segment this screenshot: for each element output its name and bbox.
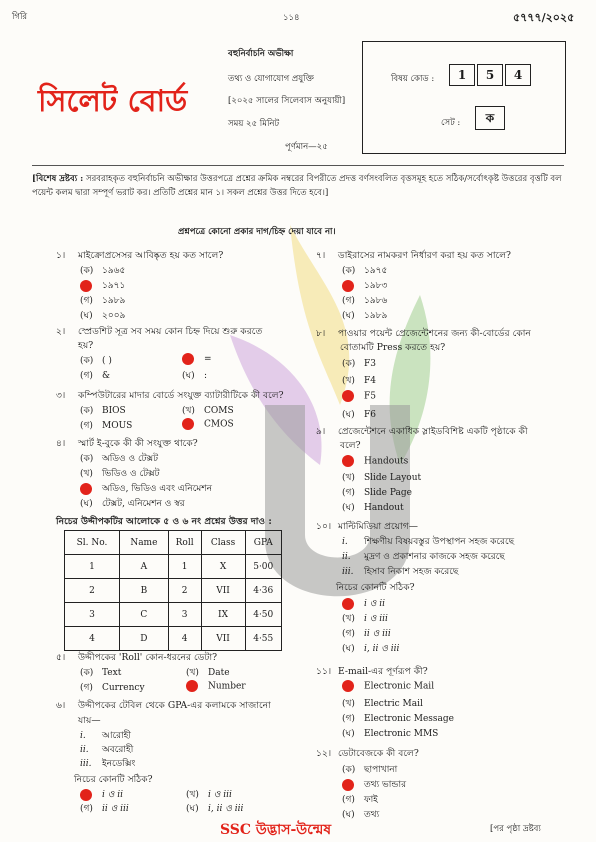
question-number: ৭।: [316, 250, 326, 261]
option[interactable]: [80, 263, 125, 278]
option[interactable]: [80, 496, 185, 511]
option-text: CMOS: [204, 419, 234, 430]
option[interactable]: [80, 451, 158, 466]
question-text-cont: যায়—: [78, 715, 101, 726]
table-cell: VII: [201, 627, 245, 651]
option-text: অডিও, ভিডিও এবং এনিমেশন: [102, 484, 212, 494]
subject-code-box: [362, 41, 566, 154]
table-row: [65, 603, 282, 627]
statement: [80, 756, 135, 771]
option-text: ১৯৮৯: [364, 311, 388, 321]
subject-title: তথ্য ও যোগাযোগ প্রযুক্তি: [228, 74, 314, 84]
option-label: (গ): [80, 683, 93, 693]
option[interactable]: [342, 762, 397, 777]
exam-type: বহুনির্বাচনি অভীক্ষা: [228, 49, 294, 59]
statement: [80, 728, 131, 743]
option-text: Electronic MMS: [364, 729, 439, 739]
option-label: (ক): [342, 359, 356, 369]
question-2: [56, 324, 262, 339]
answer-mark: [80, 280, 102, 292]
option-label: (খ): [186, 668, 199, 678]
option-label: (ক): [80, 668, 94, 678]
stem-instruction: নিচের উদ্দীপকটির আলোকে ৫ ও ৬ নং প্রশ্নের উত্তর দাও :: [56, 516, 272, 527]
option-label: (ঘ): [342, 311, 355, 321]
question-9: [316, 424, 528, 439]
option-text: Slide Page: [364, 488, 412, 498]
table-cell: D: [120, 627, 169, 651]
question-1: [56, 248, 223, 263]
statement-label: iii.: [342, 567, 354, 577]
column-header: GPA: [245, 531, 282, 555]
option[interactable]: [80, 403, 126, 418]
option-text: ii ও iii: [364, 629, 391, 639]
statement-label: ii.: [80, 745, 89, 755]
statement: [342, 534, 514, 549]
option-text: ১৯৭৫: [364, 266, 388, 276]
table-cell: 5·00: [245, 555, 282, 579]
statement-text: আরোহী: [102, 731, 131, 741]
question-number: ৩।: [56, 390, 66, 401]
option-text: i ও ii: [102, 790, 123, 800]
option-label: (খ): [342, 376, 355, 386]
which-correct: নিচের কোনটি সঠিক?: [336, 582, 415, 593]
code-digit: 4: [505, 64, 531, 86]
answer-mark: [182, 418, 204, 430]
option-label: (ঘ): [80, 311, 93, 321]
option-text: ফাই: [364, 795, 378, 805]
option-text: =: [204, 354, 212, 365]
question-number: ১।: [56, 250, 66, 261]
option-text: ( ): [102, 356, 112, 366]
statement-text: মুদ্রণ ও প্রকাশনার কাজকে সহজ করেছে: [364, 552, 505, 562]
option-text: COMS: [204, 406, 234, 416]
option[interactable]: [80, 418, 132, 433]
statement-text: হিসাব নিকাশ সহজ করেছে: [364, 567, 459, 577]
option-label: (গ): [342, 629, 355, 639]
option-selected[interactable]: [342, 777, 406, 792]
option[interactable]: [342, 807, 379, 822]
statement: [342, 549, 505, 564]
question-10: [316, 519, 418, 534]
question-7: [316, 248, 511, 263]
option[interactable]: [186, 665, 230, 680]
option-label: (খ): [342, 473, 355, 483]
option-label: (গ): [80, 371, 93, 381]
question-text: মাইক্রোপ্রসেসর আবিষ্কৃত হয় কত সালে?: [78, 250, 224, 261]
option-selected[interactable]: [80, 278, 125, 293]
table-row: [65, 579, 282, 603]
student-table: [64, 530, 282, 651]
option[interactable]: [342, 711, 454, 726]
column-header: Class: [201, 531, 245, 555]
table-cell: 4: [168, 627, 201, 651]
table-cell: 4·36: [245, 579, 282, 603]
board-name: সিলেট বোর্ড: [38, 84, 188, 119]
question-text: ডাইরাসের নামকরণ নির্ধারণ করা হয় কত সালে?: [338, 250, 511, 261]
table-cell: 2: [168, 579, 201, 603]
option-text: Slide Layout: [364, 473, 422, 483]
option-text: তথ্য: [364, 810, 380, 820]
option-label: (ঘ): [186, 804, 199, 814]
table-cell: 1: [65, 555, 120, 579]
statement-label: i.: [80, 731, 86, 741]
option-text: F6: [364, 410, 376, 420]
option-label: (ক): [80, 266, 94, 276]
option-text: i ও iii: [208, 790, 232, 800]
question-8: [316, 326, 531, 341]
answer-mark: [186, 680, 208, 692]
answer-mark: [342, 455, 364, 467]
statement-text: ইনডেক্সিং: [102, 759, 136, 769]
question-number: ৬।: [56, 700, 66, 711]
statement: [342, 564, 458, 579]
option-selected[interactable]: [342, 680, 434, 692]
option[interactable]: [80, 368, 110, 383]
question-text: প্রেজেন্টেশনে একাধিক স্লাইডবিশিষ্ট একটি পৃষ্ঠাকে কী: [338, 426, 528, 437]
instructions-text: সরবরাহকৃত বহুনির্বাচনি অভীক্ষার উত্তরপত্রে প্রশ্নের ক্রমিক নম্বরের বিপরীতে প্রদত্ত বর্ণসংবলিত বৃত্তসমূহ হতে সঠিক/সর্বোৎকৃষ্ট উত্তরের বৃত্তটি বল পয়েন্ট কলম দ্বারা সম্পূর্ণ ভরাট কর। প্রতিটি প্রশ্নের মান ১। সকল প্রশ্নের উত্তর দিতে হবে।]: [32, 174, 562, 198]
option-label: (খ): [182, 406, 195, 416]
option-text: :: [204, 371, 208, 381]
option-label: (ঘ): [342, 729, 355, 739]
option-selected[interactable]: [342, 278, 387, 293]
option[interactable]: [80, 353, 112, 368]
question-text: মাল্টিমিডিয়া প্রয়োগ—: [338, 521, 418, 532]
question-text: ডেটাবেজকে কী বলে?: [338, 748, 419, 759]
answer-mark: [182, 353, 204, 365]
table-cell: 3: [65, 603, 120, 627]
option-text: ছাপাখানা: [364, 765, 398, 775]
option-text: Handouts: [364, 456, 409, 467]
option-label: (ক): [80, 356, 94, 366]
option-label: (ক): [342, 765, 356, 775]
option-text: MOUS: [102, 421, 133, 431]
option-text: ভিডিও ও টেক্সট: [102, 469, 160, 479]
option-selected[interactable]: [182, 353, 212, 365]
next-page-note: [পর পৃষ্ঠা দ্রষ্টব্য: [490, 824, 541, 834]
question-number: ১০।: [316, 521, 332, 532]
divider: [32, 165, 564, 166]
question-text-cont: হয়?: [78, 340, 94, 351]
question-text: পাওয়ার পয়েন্ট প্রেজেন্টেশনের জন্য কী-বোর্ডের কোন: [338, 328, 531, 339]
table-cell: B: [120, 579, 169, 603]
option-label: (গ): [342, 714, 355, 724]
option-text: ১৯৭১: [102, 281, 126, 291]
statement-text: অবরোহী: [102, 745, 134, 755]
table-cell: 4: [65, 627, 120, 651]
option-text: ২০০৯: [102, 311, 126, 321]
table-cell: IX: [201, 603, 245, 627]
table-row: [65, 627, 282, 651]
option-text: i ও ii: [364, 599, 385, 609]
option-selected[interactable]: [80, 787, 123, 802]
table-cell: VII: [201, 579, 245, 603]
option-label: (গ): [80, 804, 93, 814]
option-text: F4: [364, 376, 376, 386]
option-label: (ঘ): [342, 503, 355, 513]
option-text: Date: [208, 668, 230, 678]
option[interactable]: [342, 696, 423, 711]
option-label: (খ): [342, 699, 355, 709]
syllabus-note: [২০২৫ সালের সিলেবাস অনুযায়ী]: [228, 96, 346, 106]
option-label: (গ): [342, 296, 355, 306]
option-text: তথ্য ভান্ডার: [364, 780, 407, 790]
question-text: উদ্দীপকের টেবিল থেকে GPA-এর কলামকে সাজানো: [78, 700, 271, 711]
option[interactable]: [80, 680, 145, 695]
option-selected[interactable]: [342, 455, 408, 467]
question-text: স্মার্ট ই-বুকে কী কী সংযুক্ত থাকে?: [78, 438, 198, 449]
column-header: Name: [120, 531, 169, 555]
question-text: স্প্রেডশিট সূত্র সব সময় কোন চিহ্ন দিয়ে শুরু করতে: [78, 326, 263, 337]
option[interactable]: [80, 293, 125, 308]
option-text: &: [102, 371, 111, 381]
option-text: i ও iii: [364, 614, 388, 624]
statement-label: iii.: [80, 759, 92, 769]
option-selected[interactable]: [182, 418, 234, 430]
which-correct: নিচের কোনটি সঠিক?: [74, 774, 153, 785]
answer-mark: [80, 483, 102, 495]
option-text: Electronic Mail: [364, 681, 435, 692]
option-text: ii ও iii: [102, 804, 129, 814]
option[interactable]: [80, 665, 121, 680]
question-number: ২।: [56, 326, 66, 337]
statement-label: ii.: [342, 552, 351, 562]
option-label: (গ): [80, 296, 93, 306]
question-number: ১১।: [316, 666, 332, 677]
column-header: Sl. No.: [65, 531, 120, 555]
option-label: (খ): [186, 790, 199, 800]
option[interactable]: [80, 801, 129, 816]
option[interactable]: [182, 403, 234, 418]
option[interactable]: [342, 626, 391, 641]
option-label: (গ): [342, 795, 355, 805]
instructions: [32, 172, 562, 200]
option[interactable]: [342, 726, 438, 741]
option[interactable]: [80, 466, 160, 481]
option-text: Electric Mail: [364, 699, 423, 709]
option[interactable]: [342, 356, 376, 371]
option-label: (গ): [80, 421, 93, 431]
warning-text: প্রশ্নপত্রে কোনো প্রকার দাগ/চিহ্ন দেয়া যাবে না।: [178, 227, 336, 237]
option[interactable]: [342, 611, 388, 626]
option-text: Currency: [102, 683, 145, 693]
statement: [80, 742, 133, 757]
corner-label: গিরি: [12, 12, 28, 22]
option-label: (ঘ): [342, 644, 355, 654]
answer-mark: [342, 280, 364, 292]
option-label: (ক): [342, 266, 356, 276]
code-digit: 5: [477, 64, 503, 86]
option[interactable]: [186, 801, 243, 816]
option-text: i, ii ও iii: [364, 644, 400, 654]
question-number: ৯।: [316, 426, 326, 437]
table-cell: 2: [65, 579, 120, 603]
option-text: টেক্সট, এনিমেশন ও স্বর: [102, 499, 185, 509]
option-text: ১৯৬৫: [102, 266, 126, 276]
question-5: [56, 650, 217, 665]
option-label: (ক): [80, 406, 94, 416]
option[interactable]: [342, 485, 412, 500]
table-cell: C: [120, 603, 169, 627]
question-number: ৪।: [56, 438, 66, 449]
option[interactable]: [342, 641, 399, 656]
table-cell: 4·55: [245, 627, 282, 651]
question-3: [56, 388, 284, 403]
question-text-cont: বলে?: [340, 440, 361, 451]
page-number: ১১৪: [283, 13, 300, 23]
question-11: [316, 664, 428, 679]
option[interactable]: [342, 470, 421, 485]
option-text: F5: [364, 391, 376, 402]
question-6: [56, 698, 271, 713]
option-selected[interactable]: [342, 390, 376, 402]
answer-mark: [342, 779, 364, 791]
set-value: ক: [475, 106, 505, 130]
option[interactable]: [186, 787, 232, 802]
option-text: Handout: [364, 503, 404, 513]
paper-code: ৫৭৭৭/২০২৫: [513, 11, 575, 24]
subject-code-label: বিষয় কোড :: [391, 74, 435, 84]
table-cell: 4·50: [245, 603, 282, 627]
option[interactable]: [182, 368, 207, 383]
option-selected[interactable]: [80, 481, 212, 496]
table-cell: A: [120, 555, 169, 579]
option-text: F3: [364, 359, 376, 369]
option-text: ১৯৮৩: [364, 281, 388, 291]
statement-label: i.: [342, 537, 348, 547]
table-row: [65, 555, 282, 579]
option-text: i, ii ও iii: [208, 804, 244, 814]
option[interactable]: [80, 308, 125, 323]
table-header-row: [65, 531, 282, 555]
question-text: কম্পিউটারের মাদার বোর্ডে সংযুক্ত ব্যাটারীটিকে কী বলে?: [78, 390, 284, 401]
option-selected[interactable]: [342, 596, 385, 611]
option[interactable]: [342, 792, 378, 807]
answer-mark: [342, 390, 364, 402]
question-4: [56, 436, 198, 451]
option-label: (ক): [80, 454, 94, 464]
question-text: E-mail-এর পূর্ণরূপ কী?: [338, 666, 428, 677]
question-text: উদ্দীপকের 'Roll' কোন-ধরনের ডেটা?: [78, 652, 218, 663]
question-number: ১২।: [316, 748, 332, 759]
table-cell: 1: [168, 555, 201, 579]
column-header: Roll: [168, 531, 201, 555]
option-label: (খ): [80, 469, 93, 479]
option-text: ১৯৮৬: [364, 296, 388, 306]
answer-mark: [80, 789, 102, 801]
option[interactable]: [342, 308, 387, 323]
option-label: (খ): [342, 614, 355, 624]
option-label: (ঘ): [80, 499, 93, 509]
question-number: ৫।: [56, 652, 66, 663]
option-label: (গ): [342, 488, 355, 498]
option-text: Number: [208, 681, 246, 692]
answer-mark: [342, 598, 364, 610]
instructions-label: [বিশেষ দ্রষ্টব্য :: [32, 174, 84, 184]
question-12: [316, 746, 419, 761]
question-text-cont: বোতামটি Press করতে হয়?: [340, 342, 446, 353]
option[interactable]: [342, 293, 387, 308]
table-cell: X: [201, 555, 245, 579]
option-label: (ঘ): [342, 410, 355, 420]
option-text: BIOS: [102, 406, 126, 416]
set-label: সেট :: [441, 118, 461, 128]
option[interactable]: [342, 500, 404, 515]
option-label: (ঘ): [342, 810, 355, 820]
option-text: Electronic Message: [364, 714, 454, 724]
answer-mark: [342, 680, 364, 692]
full-marks: পূর্ণমান—২৫: [285, 142, 328, 152]
question-number: ৮।: [316, 328, 326, 339]
footer-brand: SSC উদ্ভাস-উন্মেষ: [220, 822, 332, 838]
statement-text: শিক্ষণীয় বিষয়বস্তুর উপস্থাপন সহজ করেছে: [364, 537, 515, 547]
code-digit: 1: [449, 64, 475, 86]
option-selected[interactable]: [186, 680, 246, 692]
option[interactable]: [342, 263, 387, 278]
option-text: ১৯৮৯: [102, 296, 126, 306]
option-text: অডিও ও টেক্সট: [102, 454, 159, 464]
option-label: (ঘ): [182, 371, 195, 381]
table-cell: 3: [168, 603, 201, 627]
option[interactable]: [342, 407, 376, 422]
exam-time: সময় ২৫ মিনিট: [228, 119, 280, 129]
option[interactable]: [342, 373, 376, 388]
option-text: Text: [102, 668, 122, 678]
